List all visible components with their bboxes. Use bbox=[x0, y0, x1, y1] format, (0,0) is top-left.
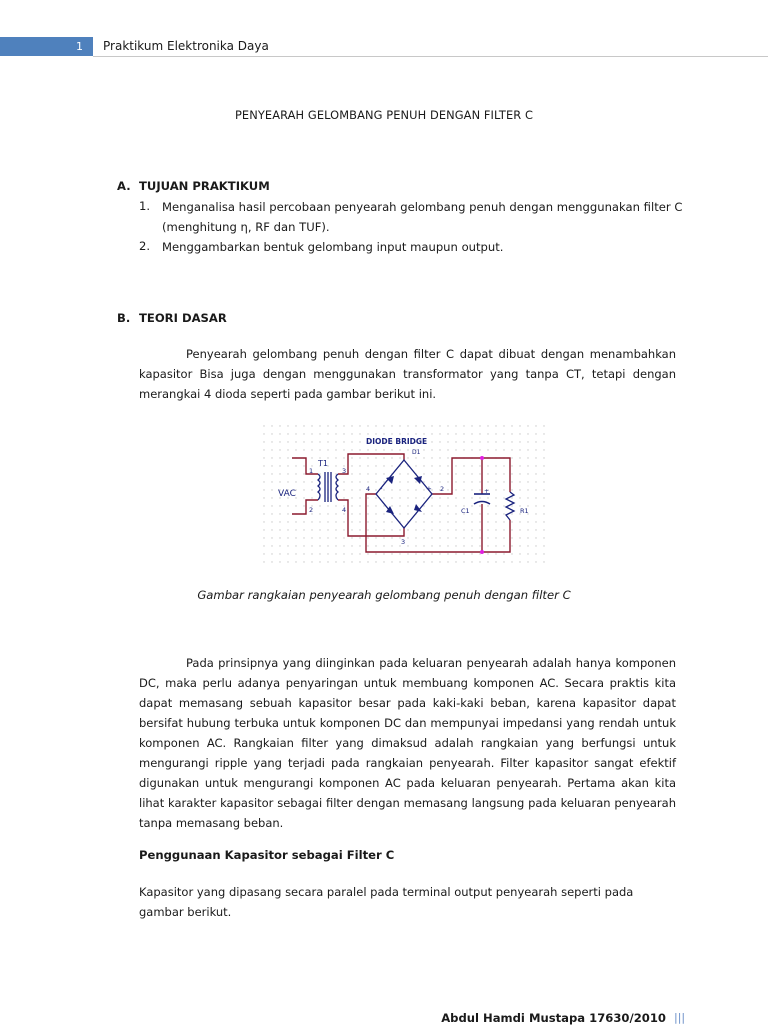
pin-label: 3 bbox=[401, 538, 406, 546]
subheading: Penggunaan Kapasitor sebagai Filter C bbox=[139, 848, 395, 862]
page-number: 1 bbox=[76, 40, 83, 53]
paragraph-principle bbox=[139, 653, 676, 833]
paragraph-intro bbox=[139, 344, 676, 404]
list-item-number: 2. bbox=[139, 239, 151, 253]
label-r1: R1 bbox=[520, 507, 529, 515]
list-item-text: Menggambarkan bentuk gelombang input maupun output. bbox=[162, 240, 504, 254]
header-divider bbox=[93, 56, 768, 57]
list-item-number: 1. bbox=[139, 199, 151, 213]
label-vac: VAC bbox=[278, 489, 296, 499]
circuit-diagram bbox=[262, 424, 550, 568]
pin-label: 1 bbox=[309, 467, 314, 475]
pin-label: 3 bbox=[342, 467, 347, 475]
label-bridge: DIODE BRIDGE bbox=[366, 437, 428, 446]
paragraph-text: Pada prinsipnya yang diinginkan pada keluaran penyearah adalah hanya komponen DC, maka perlu adanya penyaringan untuk membuang komponen AC. Secara praktis kita dapat memasang sebuah kapasitor besar pada kaki-kaki beban, karena kapasitor dapat bersifat hubung terbuka untuk komponen DC dan mempunyai impedansi yang rendah untuk komponen AC. Rangkaian filter yang dimaksud adalah rangkaian yang berfungsi untuk mengurangi ripple yang terjadi pada rangkaian penyearah. Filter kapasitor sangat efektif digunakan untuk mengurangi komponen AC pada keluaran penyearah. Pertama akan kita lihat karakter kapasitor sebagai filter dengan memasang langsung pada keluaran penyearah tanpa memasang beban. bbox=[139, 656, 676, 830]
footer-separator: ||| bbox=[674, 1011, 686, 1024]
section-a-letter: A. bbox=[117, 179, 131, 193]
pin-label: 4 bbox=[366, 485, 371, 493]
paragraph-capacitor bbox=[139, 882, 659, 922]
page-number-tab bbox=[0, 37, 93, 56]
list-item-text-cont: (menghitung η, RF dan TUF). bbox=[162, 220, 330, 234]
footer-author: Abdul Hamdi Mustapa 17630/2010 bbox=[441, 1011, 666, 1025]
section-a-title: TUJUAN PRAKTIKUM bbox=[139, 179, 270, 193]
label-t1: T1 bbox=[318, 459, 328, 468]
capacitor-plus: + bbox=[484, 488, 490, 495]
document-title: PENYEARAH GELOMBANG PENUH DENGAN FILTER C bbox=[234, 108, 534, 122]
list-item-text: Menganalisa hasil percobaan penyearah gelombang penuh dengan menggunakan filter C bbox=[162, 200, 683, 214]
label-d1: D1 bbox=[412, 449, 421, 456]
bridge-minus: - bbox=[380, 485, 383, 493]
header-title: Praktikum Elektronika Daya bbox=[103, 39, 269, 53]
figure-caption: Gambar rangkaian penyearah gelombang penuh dengan filter C bbox=[197, 588, 571, 602]
paragraph-text: Kapasitor yang dipasang secara paralel pada terminal output penyearah seperti pada gambar berikut. bbox=[139, 885, 634, 919]
bridge-plus: + bbox=[426, 485, 432, 493]
pin-label: 2 bbox=[440, 485, 445, 493]
paragraph-text: Penyearah gelombang penuh dengan filter C dapat dibuat dengan menambahkan kapasitor Bisa juga dengan menggunakan transformator yang tanpa CT, tetapi dengan merangkai 4 dioda seperti pada gambar berikut ini. bbox=[139, 347, 676, 401]
section-b-title: TEORI DASAR bbox=[139, 311, 227, 325]
pin-label: 2 bbox=[309, 506, 314, 514]
label-c1: C1 bbox=[461, 507, 470, 515]
section-b-letter: B. bbox=[117, 311, 131, 325]
pin-label: 4 bbox=[342, 506, 347, 514]
